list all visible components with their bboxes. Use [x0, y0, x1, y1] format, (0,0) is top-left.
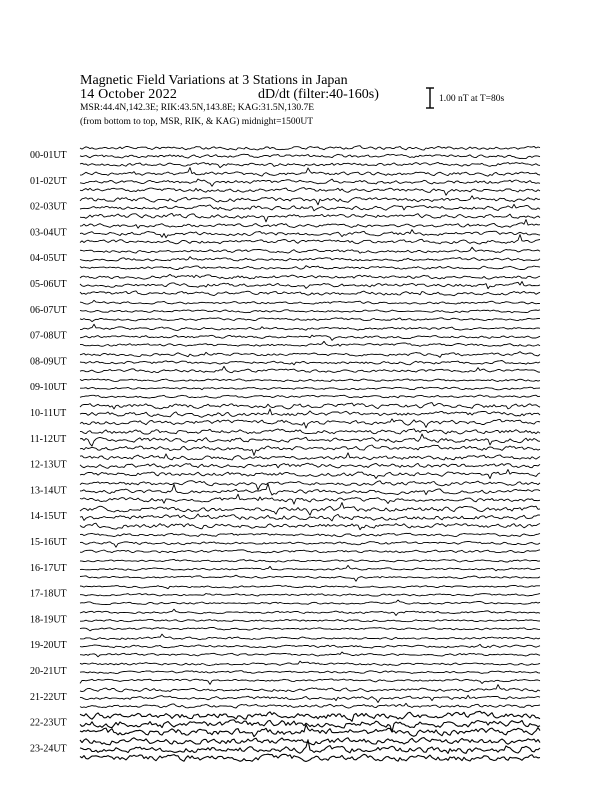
hour-label: 01-02UT [30, 175, 67, 187]
hour-label: 14-15UT [30, 511, 67, 523]
trace-rik [80, 434, 540, 446]
trace-rik [80, 594, 540, 597]
trace-msr [80, 679, 540, 685]
hour-label: 19-20UT [30, 640, 67, 652]
trace-rik [80, 463, 540, 468]
trace-rik [80, 644, 540, 648]
chart-date: 14 October 2022 [80, 87, 178, 102]
hour-label: 08-09UT [30, 356, 67, 368]
trace-kag [80, 220, 540, 229]
trace-kag [80, 481, 540, 490]
trace-msr [80, 652, 540, 657]
hour-label: 00-01UT [30, 150, 67, 161]
trace-kag [80, 352, 540, 358]
hour-label: 13-14UT [30, 485, 67, 497]
trace-msr [80, 366, 540, 372]
hour-label: 04-05UT [30, 253, 67, 265]
trace-kag [80, 634, 540, 640]
trace-msr [80, 235, 540, 244]
trace-rik [80, 484, 540, 495]
trace-rik [80, 695, 540, 702]
trace-msr [80, 445, 540, 455]
trace-rik [80, 204, 540, 211]
trace-kag [80, 324, 540, 330]
trace-msr [80, 600, 540, 605]
trace-rik [80, 335, 540, 340]
trace-kag [80, 379, 540, 382]
trace-msr [80, 550, 540, 553]
scale-bar [426, 88, 434, 108]
trace-kag [80, 609, 540, 615]
trace-msr [80, 575, 540, 581]
hour-label: 07-08UT [30, 330, 67, 342]
hour-label: 22-23UT [30, 717, 67, 729]
trace-rik [80, 565, 540, 570]
trace-rik [80, 179, 540, 186]
trace-kag [80, 661, 540, 665]
trace-msr [80, 628, 540, 631]
trace-rik [80, 230, 540, 238]
trace-msr [80, 318, 540, 322]
trace-msr [80, 291, 540, 296]
trace-rik [80, 310, 540, 313]
trace-kag [80, 247, 540, 253]
trace-msr [80, 523, 540, 530]
trace-rik [80, 282, 540, 289]
trace-rik [80, 361, 540, 365]
trace-kag [80, 146, 540, 150]
trace-kag [80, 585, 540, 588]
chart-title: Magnetic Field Variations at 3 Stations in Japan [80, 73, 348, 88]
trace-kag [80, 738, 540, 745]
trace-rik [80, 154, 540, 158]
trace-rik [80, 387, 540, 390]
trace-rik [80, 409, 540, 417]
trace-rik [80, 619, 540, 621]
hour-label: 18-19UT [30, 614, 67, 626]
trace-kag [80, 300, 540, 304]
hour-label: 21-22UT [30, 691, 67, 703]
hour-label: 16-17UT [30, 562, 67, 574]
hour-label: 05-06UT [30, 279, 67, 290]
hour-label: 06-07UT [30, 304, 67, 316]
trace-msr [80, 419, 540, 428]
trace-kag [80, 429, 540, 434]
hour-label: 03-04UT [30, 227, 67, 239]
hour-label: 23-24UT [30, 743, 67, 755]
trace-msr [80, 754, 540, 761]
trace-msr [80, 395, 540, 398]
hour-labels [30, 150, 67, 754]
hour-label: 09-10UT [30, 382, 67, 394]
trace-kag [80, 559, 540, 562]
trace-msr [80, 341, 540, 346]
trace-rik [80, 671, 540, 674]
trace-kag [80, 274, 540, 279]
trace-kag [80, 685, 540, 692]
hour-label: 10-11UT [30, 408, 67, 419]
hour-label: 15-16UT [30, 537, 67, 548]
trace-rik [80, 257, 540, 262]
trace-kag [80, 403, 540, 409]
station-list: MSR:44.4N,142.3E; RIK:43.5N,143.8E; KAG:31.5N,130.7E [80, 103, 315, 113]
trace-msr [80, 162, 540, 167]
trace-kag [80, 168, 540, 177]
hour-label: 12-13UT [30, 459, 67, 471]
trace-rik [80, 542, 540, 548]
trace-kag [80, 533, 540, 536]
trace-rik [80, 720, 540, 732]
trace-msr [80, 470, 540, 479]
trace-msr [80, 703, 540, 708]
hour-label: 17-18UT [30, 588, 67, 600]
scale-bar-label: 1.00 nT at T=80s [439, 94, 505, 104]
hour-label: 20-21UT [30, 666, 67, 677]
order-note: (from bottom to top, MSR, RIK, & KAG) midnight=1500UT [80, 117, 314, 127]
hour-label: 11-12UT [30, 433, 67, 445]
trace-msr [80, 188, 540, 196]
filter-label: dD/dt (filter:40-160s) [258, 87, 379, 102]
hour-label: 02-03UT [30, 201, 67, 213]
trace-kag [80, 711, 540, 721]
trace-msr [80, 213, 540, 221]
trace-msr [80, 494, 540, 504]
traces [80, 146, 540, 762]
trace-msr [80, 266, 540, 270]
trace-kag [80, 196, 540, 205]
trace-kag [80, 503, 540, 516]
trace-kag [80, 453, 540, 460]
